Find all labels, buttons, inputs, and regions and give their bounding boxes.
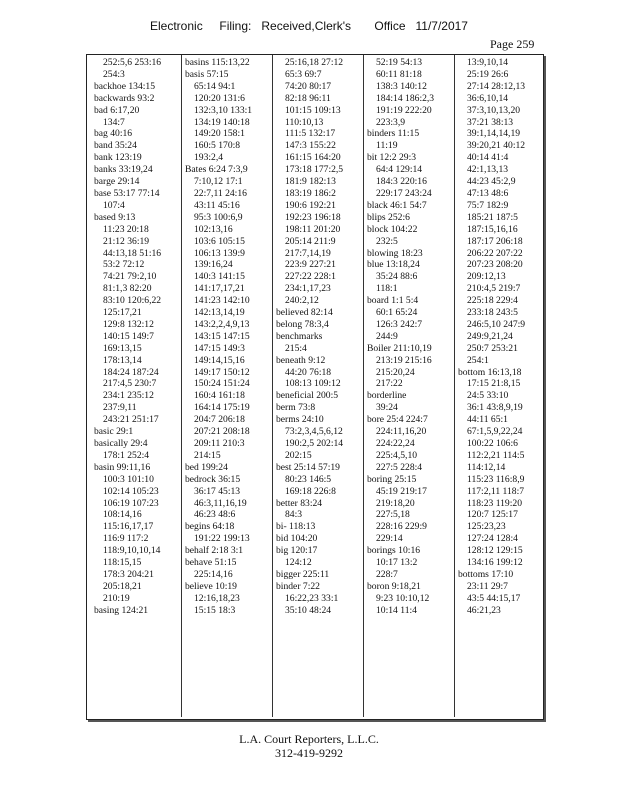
index-line-continuation: 39:1,14,14,19 — [467, 128, 521, 140]
index-line-continuation: 110:10,13 — [285, 116, 324, 128]
index-line-continuation: 134:7 — [103, 116, 125, 128]
index-term: bottom 16:13,18 — [458, 366, 522, 378]
index-line-continuation: 44:11 65:1 — [467, 414, 508, 426]
index-line-continuation: 207:23 208:20 — [467, 259, 523, 271]
index-term: benchmarks — [276, 330, 323, 342]
index-line-continuation: 124:12 — [285, 557, 312, 569]
index-term: borderline — [367, 390, 407, 402]
index-column-3 — [276, 57, 368, 717]
index-line-continuation: 21:12 36:19 — [103, 235, 150, 247]
index-line-continuation: 15:15 18:3 — [194, 604, 236, 616]
index-line-continuation: 217:22 — [376, 378, 403, 390]
index-line-continuation: 112:2,21 114:5 — [467, 449, 525, 461]
index-line-continuation: 243:21 251:17 — [103, 414, 159, 426]
index-line-continuation: 254:1 — [467, 354, 489, 366]
index-line-continuation: 118:1 — [376, 283, 398, 295]
index-line-continuation: 84:3 — [285, 509, 303, 521]
index-line-continuation: 215:4 — [285, 342, 307, 354]
index-line-continuation: 106:13 139:9 — [194, 247, 245, 259]
index-term: bigger 225:11 — [276, 568, 330, 580]
index-term: borings 10:16 — [367, 545, 421, 557]
index-line-continuation: 217:4,5 230:7 — [103, 378, 157, 390]
index-line-continuation: 185:21 187:5 — [467, 211, 518, 223]
index-line-continuation: 191:22 199:13 — [194, 533, 250, 545]
index-line-continuation: 141:23 142:10 — [194, 295, 250, 307]
index-line-continuation: 244:9 — [376, 330, 398, 342]
index-column-2 — [185, 57, 277, 717]
index-line-continuation: 198:11 201:20 — [285, 223, 341, 235]
index-term: believed 82:14 — [276, 307, 333, 319]
index-line-continuation: 127:24 128:4 — [467, 533, 518, 545]
footer-phone: 312-419-9292 — [275, 746, 343, 760]
index-line-continuation: 67:1,5,9,22,24 — [467, 426, 523, 438]
index-line-continuation: 178:1 252:4 — [103, 449, 150, 461]
index-line-continuation: 132:3,10 133:1 — [194, 104, 253, 116]
index-line-continuation: 64:4 129:14 — [376, 164, 423, 176]
index-line-continuation: 191:19 222:20 — [376, 104, 432, 116]
footer-company: L.A. Court Reporters, L.L.C. — [239, 732, 379, 746]
index-term: Bates 6:24 7:3,9 — [185, 164, 248, 176]
index-line-continuation: 65:14 94:1 — [194, 80, 236, 92]
index-line-continuation: 142:13,14,19 — [194, 307, 245, 319]
index-line-continuation: 22:7,11 24:16 — [194, 187, 247, 199]
index-line-continuation: 102:13,16 — [194, 223, 233, 235]
index-line-continuation: 210:4,5 219:7 — [467, 283, 521, 295]
index-line-continuation: 36:6,10,14 — [467, 92, 509, 104]
index-line-continuation: 60:11 81:18 — [376, 68, 422, 80]
page-number: Page 259 — [490, 37, 535, 51]
index-line-continuation: 23:11 29:7 — [467, 580, 508, 592]
index-line-continuation: 202:15 — [285, 449, 312, 461]
index-term: bag 40:16 — [94, 128, 133, 140]
index-term: black 46:1 54:7 — [367, 199, 427, 211]
index-line-continuation: 10:17 13:2 — [376, 557, 418, 569]
filing-stamp: Electronic Filing: Received,Clerk's Office 11/7/2017 — [150, 19, 468, 33]
index-line-continuation: 43:5 44:15,17 — [467, 592, 521, 604]
index-term: believe 10:19 — [185, 580, 237, 592]
index-line-continuation: 213:19 215:16 — [376, 354, 432, 366]
index-line-continuation: 164:14 175:19 — [194, 402, 250, 414]
index-line-continuation: 129:8 132:12 — [103, 318, 154, 330]
index-line-continuation: 209:12,13 — [467, 271, 506, 283]
index-line-continuation: 187:17 206:18 — [467, 235, 523, 247]
index-line-continuation: 107:4 — [103, 199, 125, 211]
index-line-continuation: 225:4,5,10 — [376, 449, 418, 461]
index-term: berm 73:8 — [276, 402, 316, 414]
index-line-continuation: 252:5,6 253:16 — [103, 57, 162, 68]
index-line-continuation: 228:16 229:9 — [376, 521, 427, 533]
index-line-continuation: 46:23 48:6 — [194, 509, 236, 521]
index-line-continuation: 12:16,18,23 — [194, 592, 240, 604]
index-term: banks 33:19,24 — [94, 164, 153, 176]
index-term: basins 115:13,22 — [185, 57, 250, 68]
index-line-continuation: 44:20 76:18 — [285, 366, 332, 378]
index-line-continuation: 225:14,16 — [194, 568, 233, 580]
index-line-continuation: 11:23 20:18 — [103, 223, 149, 235]
index-line-continuation: 81:1,3 82:20 — [103, 283, 152, 295]
index-line-continuation: 37:3,10,13,20 — [467, 104, 521, 116]
index-term: bottoms 17:10 — [458, 568, 514, 580]
index-term: big 120:17 — [276, 545, 318, 557]
index-line-continuation: 27:14 28:12,13 — [467, 80, 526, 92]
index-line-continuation: 181:9 182:13 — [285, 176, 336, 188]
index-line-continuation: 117:2,11 118:7 — [467, 485, 525, 497]
index-line-continuation: 82:18 96:11 — [285, 92, 331, 104]
index-line-continuation: 225:18 229:4 — [467, 295, 518, 307]
index-line-continuation: 223:9 227:21 — [285, 259, 336, 271]
index-term: binder 7:22 — [276, 580, 320, 592]
index-line-continuation: 139:16,24 — [194, 259, 233, 271]
index-line-continuation: 219:18,20 — [376, 497, 415, 509]
index-term: bit 12:2 29:3 — [367, 152, 417, 164]
index-term: beneficial 200:5 — [276, 390, 339, 402]
index-line-continuation: 108:13 109:12 — [285, 378, 341, 390]
index-line-continuation: 149:14,15,16 — [194, 354, 245, 366]
index-term: bore 25:4 224:7 — [367, 414, 428, 426]
index-line-continuation: 120:7 125:17 — [467, 509, 518, 521]
index-line-continuation: 125:17,21 — [103, 307, 142, 319]
index-line-continuation: 147:15 149:3 — [194, 342, 245, 354]
index-line-continuation: 95:3 100:6,9 — [194, 211, 243, 223]
index-line-continuation: 192:23 196:18 — [285, 211, 341, 223]
index-term: basin 99:11,16 — [94, 461, 151, 473]
index-line-continuation: 47:13 48:6 — [467, 187, 509, 199]
index-line-continuation: 229:14 — [376, 533, 403, 545]
index-line-continuation: 160:5 170:8 — [194, 140, 241, 152]
index-line-continuation: 178:13,14 — [103, 354, 142, 366]
index-term: barge 29:14 — [94, 176, 140, 188]
index-term: Boiler 211:10,19 — [367, 342, 432, 354]
index-term: behalf 2:18 3:1 — [185, 545, 244, 557]
index-line-continuation: 83:10 120:6,22 — [103, 295, 162, 307]
index-line-continuation: 118:15,15 — [103, 557, 142, 569]
index-line-continuation: 187:15,16,16 — [467, 223, 518, 235]
index-term: bad 6:17,20 — [94, 104, 140, 116]
index-term: bi- 118:13 — [276, 521, 316, 533]
index-line-continuation: 228:7 — [376, 568, 398, 580]
index-term: beneath 9:12 — [276, 354, 326, 366]
index-line-continuation: 101:15 109:13 — [285, 104, 341, 116]
index-line-continuation: 184:24 187:24 — [103, 366, 159, 378]
index-line-continuation: 173:18 177:2,5 — [285, 164, 344, 176]
index-term: blips 252:6 — [367, 211, 410, 223]
index-line-continuation: 207:21 208:18 — [194, 426, 250, 438]
index-term: better 83:24 — [276, 497, 323, 509]
index-line-continuation: 223:3,9 — [376, 116, 406, 128]
index-line-continuation: 39:20,21 40:12 — [467, 140, 526, 152]
index-line-continuation: 125:23,23 — [467, 521, 506, 533]
index-line-continuation: 111:5 132:17 — [285, 128, 336, 140]
index-line-continuation: 147:3 155:22 — [285, 140, 336, 152]
index-line-continuation: 46:3,11,16,19 — [194, 497, 247, 509]
index-term: behave 51:15 — [185, 557, 237, 569]
index-term: binders 11:15 — [367, 128, 420, 140]
index-line-continuation: 140:15 149:7 — [103, 330, 154, 342]
index-line-continuation: 134:19 140:18 — [194, 116, 250, 128]
index-line-continuation: 7:10,12 17:1 — [194, 176, 243, 188]
index-term: basic 29:1 — [94, 426, 134, 438]
index-line-continuation: 217:7,14,19 — [285, 247, 331, 259]
index-line-continuation: 118:9,10,10,14 — [103, 545, 161, 557]
index-line-continuation: 52:19 54:13 — [376, 57, 423, 68]
index-line-continuation: 232:5 — [376, 235, 398, 247]
index-line-continuation: 210:19 — [103, 592, 130, 604]
index-line-continuation: 229:17 243:24 — [376, 187, 432, 199]
index-term: berms 24:10 — [276, 414, 324, 426]
index-line-continuation: 190:2,5 202:14 — [285, 438, 344, 449]
index-line-continuation: 227:5 228:4 — [376, 461, 423, 473]
index-line-continuation: 100:22 106:6 — [467, 438, 518, 449]
index-line-continuation: 74:21 79:2,10 — [103, 271, 157, 283]
index-line-continuation: 234:1 235:12 — [103, 390, 154, 402]
index-term: board 1:1 5:4 — [367, 295, 419, 307]
index-term: block 104:22 — [367, 223, 418, 235]
index-term: boring 25:15 — [367, 473, 417, 485]
index-line-continuation: 184:14 186:2,3 — [376, 92, 435, 104]
index-line-continuation: 205:18,21 — [103, 580, 142, 592]
index-line-continuation: 40:14 41:4 — [467, 152, 509, 164]
index-term: base 53:17 77:14 — [94, 187, 160, 199]
index-line-continuation: 115:16,17,17 — [103, 521, 154, 533]
index-line-continuation: 45:19 219:17 — [376, 485, 427, 497]
index-line-continuation: 118:23 119:20 — [467, 497, 522, 509]
index-line-continuation: 169:18 226:8 — [285, 485, 336, 497]
index-line-continuation: 106:19 107:23 — [103, 497, 159, 509]
index-term: bid 104:20 — [276, 533, 318, 545]
index-line-continuation: 39:24 — [376, 402, 398, 414]
index-line-continuation: 149:20 158:1 — [194, 128, 245, 140]
index-line-continuation: 134:16 199:12 — [467, 557, 523, 569]
index-line-continuation: 214:15 — [194, 449, 221, 461]
index-term: basis 57:15 — [185, 68, 229, 80]
index-line-continuation: 234:1,17,23 — [285, 283, 331, 295]
index-term: belong 78:3,4 — [276, 318, 329, 330]
index-line-continuation: 24:5 33:10 — [467, 390, 509, 402]
index-line-continuation: 138:3 140:12 — [376, 80, 427, 92]
index-line-continuation: 36:1 43:8,9,19 — [467, 402, 523, 414]
index-term: basing 124:21 — [94, 604, 149, 616]
index-line-continuation: 102:14 105:23 — [103, 485, 159, 497]
index-line-continuation: 108:14,16 — [103, 509, 142, 521]
index-line-continuation: 115:23 116:8,9 — [467, 473, 525, 485]
index-line-continuation: 36:17 45:13 — [194, 485, 241, 497]
index-term: best 25:14 57:19 — [276, 461, 340, 473]
index-line-continuation: 43:11 45:16 — [194, 199, 240, 211]
index-term: begins 64:18 — [185, 521, 235, 533]
index-line-continuation: 120:20 131:6 — [194, 92, 245, 104]
index-term: bed 199:24 — [185, 461, 228, 473]
index-line-continuation: 143:2,2,4,9,13 — [194, 318, 250, 330]
index-line-continuation: 10:14 11:4 — [376, 604, 417, 616]
index-line-continuation: 209:11 210:3 — [194, 438, 245, 449]
index-line-continuation: 75:7 182:9 — [467, 199, 509, 211]
index-line-continuation: 80:23 146:5 — [285, 473, 332, 485]
index-line-continuation: 35:10 48:24 — [285, 604, 332, 616]
index-line-continuation: 37:21 38:13 — [467, 116, 514, 128]
index-line-continuation: 103:6 105:15 — [194, 235, 245, 247]
index-line-continuation: 227:5,18 — [376, 509, 410, 521]
index-line-continuation: 141:17,17,21 — [194, 283, 245, 295]
index-line-continuation: 150:24 151:24 — [194, 378, 250, 390]
index-line-continuation: 204:7 206:18 — [194, 414, 245, 426]
index-line-continuation: 46:21,23 — [467, 604, 501, 616]
index-line-continuation: 100:3 101:10 — [103, 473, 154, 485]
index-column-1 — [94, 57, 186, 717]
index-line-continuation: 205:14 211:9 — [285, 235, 336, 247]
index-line-continuation: 116:9 117:2 — [103, 533, 149, 545]
index-term: boron 9:18,21 — [367, 580, 421, 592]
index-line-continuation: 140:3 141:15 — [194, 271, 245, 283]
index-line-continuation: 126:3 242:7 — [376, 318, 423, 330]
index-line-continuation: 161:15 164:20 — [285, 152, 341, 164]
index-line-continuation: 73:2,3,4,5,6,12 — [285, 426, 343, 438]
index-line-continuation: 184:3 220:16 — [376, 176, 427, 188]
index-term: bedrock 36:15 — [185, 473, 241, 485]
index-line-continuation: 240:2,12 — [285, 295, 319, 307]
index-line-continuation: 149:17 150:12 — [194, 366, 250, 378]
index-line-continuation: 53:2 72:12 — [103, 259, 145, 271]
index-line-continuation: 114:12,14 — [467, 461, 506, 473]
index-line-continuation: 11:19 — [376, 140, 398, 152]
index-line-continuation: 25:16,18 27:12 — [285, 57, 344, 68]
index-column-5 — [458, 57, 550, 717]
index-term: based 9:13 — [94, 211, 136, 223]
index-line-continuation: 190:6 192:21 — [285, 199, 336, 211]
index-term: band 35:24 — [94, 140, 137, 152]
index-line-continuation: 254:3 — [103, 68, 125, 80]
index-line-continuation: 224:22,24 — [376, 438, 415, 449]
index-line-continuation: 237:9,11 — [103, 402, 137, 414]
index-line-continuation: 16:22,23 33:1 — [285, 592, 339, 604]
index-line-continuation: 44:13,18 51:16 — [103, 247, 162, 259]
index-line-continuation: 178:3 204:21 — [103, 568, 154, 580]
index-line-continuation: 249:9,21,24 — [467, 330, 513, 342]
index-line-continuation: 169:13,15 — [103, 342, 142, 354]
index-line-continuation: 65:3 69:7 — [285, 68, 322, 80]
index-line-continuation: 193:2,4 — [194, 152, 224, 164]
index-line-continuation: 224:11,16,20 — [376, 426, 427, 438]
index-term: bank 123:19 — [94, 152, 142, 164]
index-line-continuation: 74:20 80:17 — [285, 80, 332, 92]
index-column-4 — [367, 57, 459, 717]
index-term: backwards 93:2 — [94, 92, 155, 104]
index-term: blowing 18:23 — [367, 247, 423, 259]
index-line-continuation: 233:18 243:5 — [467, 307, 518, 319]
index-line-continuation: 160:4 161:18 — [194, 390, 245, 402]
index-line-continuation: 25:19 26:6 — [467, 68, 509, 80]
index-term: blue 13:18,24 — [367, 259, 420, 271]
index-term: basically 29:4 — [94, 438, 148, 449]
index-line-continuation: 183:19 186:2 — [285, 187, 336, 199]
index-line-continuation: 250:7 253:21 — [467, 342, 518, 354]
index-term: backhoe 134:15 — [94, 80, 156, 92]
index-line-continuation: 246:5,10 247:9 — [467, 318, 526, 330]
index-line-continuation: 13:9,10,14 — [467, 57, 509, 68]
index-line-continuation: 143:15 147:15 — [194, 330, 250, 342]
index-line-continuation: 60:1 65:24 — [376, 307, 418, 319]
index-line-continuation: 17:15 21:8,15 — [467, 378, 521, 390]
index-line-continuation: 227:22 228:1 — [285, 271, 336, 283]
index-line-continuation: 35:24 88:6 — [376, 271, 418, 283]
index-line-continuation: 128:12 129:15 — [467, 545, 523, 557]
index-line-continuation: 9:23 10:10,12 — [376, 592, 430, 604]
index-line-continuation: 215:20,24 — [376, 366, 415, 378]
index-line-continuation: 206:22 207:22 — [467, 247, 523, 259]
index-line-continuation: 42:1,13,13 — [467, 164, 509, 176]
index-line-continuation: 44:23 45:2,9 — [467, 176, 516, 188]
